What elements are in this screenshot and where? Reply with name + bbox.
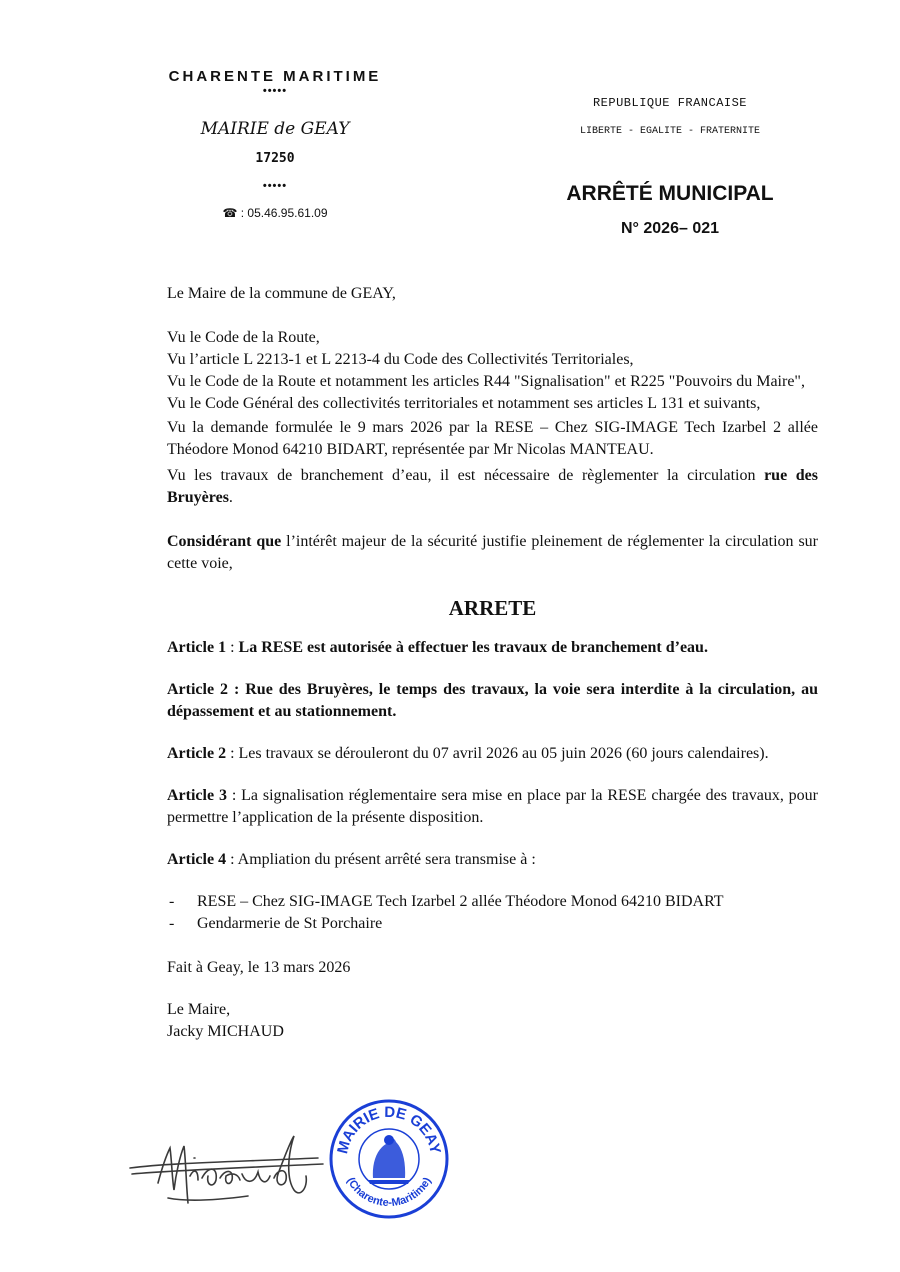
visa-item: Vu les travaux de branchement d’eau, il est nécessaire de règlementer la circulation rue des Bruyères. [167,467,818,506]
signatory-name: Jacky MICHAUD [167,1023,284,1040]
visa-item: Vu l’article L 2213-1 et L 2213-4 du Code des Collectivités Territoriales, [167,351,634,368]
intro: Le Maire de la commune de GEAY, [167,285,396,302]
visa-item: Vu le Code Général des collectivités territoriales et notamment ses articles L 131 et suivants, [167,395,761,412]
official-stamp [328,1098,450,1220]
article: Article 2 : Les travaux se dérouleront du 07 avril 2026 au 05 juin 2026 (60 jours calendaires). [167,745,769,762]
header-right [520,96,820,238]
mairie-name: MAIRIE de GEAY [200,119,350,139]
considerant: Considérant que l’intérêt majeur de la sécurité justifie pleinement de réglementer la circulation sur cette voie, [167,533,818,572]
republic-label: REPUBLIQUE FRANCAISE [592,96,748,110]
fait-a: Fait à Geay, le 13 mars 2026 [167,959,351,976]
phone-number: : 05.46.95.61.09 [240,206,328,220]
phone-icon: ☎ [222,206,238,220]
svg-text:(Charente-Maritime): (Charente-Maritime) [344,1175,434,1210]
visa-item: Vu la demande formulée le 9 mars 2026 par la RESE – Chez SIG-IMAGE Tech Izarbel 2 allée Théodore Monod 64210 BIDART, représentée par Mr Nicolas MANTEAU. [167,419,818,458]
list-item: - Gendarmerie de St Porchaire [167,913,818,935]
visas-block [167,327,818,509]
motto: LIBERTE - EGALITE - FRATERNITE [579,126,761,137]
stamp-emblem-icon [368,1135,410,1184]
list-item: - RESE – Chez SIG-IMAGE Tech Izarbel 2 allée Théodore Monod 64210 BIDART [167,891,818,913]
header-left [150,68,400,220]
separator-bottom: ••••• [262,180,288,192]
svg-text:MAIRIE DE GEAY: MAIRIE DE GEAY [334,1103,444,1156]
visa-item: Vu le Code de la Route et notamment les articles R44 "Signalisation" et R225 "Pouvoirs du Maire", [167,373,805,390]
document-number: N° 2026– 021 [620,220,720,237]
signatory-role: Le Maire, [167,1001,231,1018]
article: Article 4 : Ampliation du présent arrêté sera transmise à : [167,851,536,868]
article: Article 3 : La signalisation réglementaire sera mise en place par la RESE chargée des travaux, pour permettre l’application de la présente disposition. [167,787,819,826]
postal-code: 17250 [255,151,295,166]
recipient-list [167,891,818,935]
document-body [167,283,818,1043]
article: Article 1 : La RESE est autorisée à effectuer les travaux de branchement d’eau. [167,639,708,656]
decision-title: ARRETE [448,596,537,620]
signature-image [128,1128,328,1220]
article: Article 2 : Rue des Bruyères, le temps des travaux, la voie sera interdite à la circulation, au dépassement et au stationnement. [167,681,819,720]
document-title: ARRÊTÉ MUNICIPAL [566,182,774,205]
department-name: CHARENTE MARITIME [168,68,382,85]
phone-line [150,206,400,220]
separator-top: ••••• [262,85,288,97]
visa-item: Vu le Code de la Route, [167,329,320,346]
